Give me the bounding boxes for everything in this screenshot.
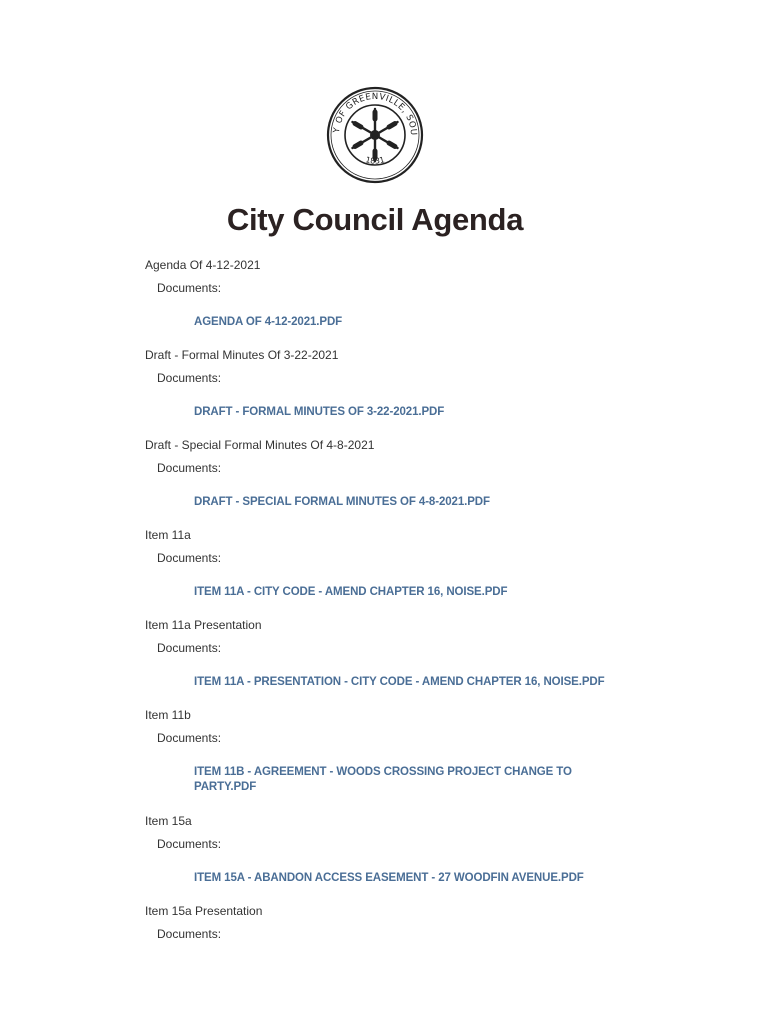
agenda-item xyxy=(145,904,665,994)
documents-label: Documents: xyxy=(157,461,222,475)
agenda-item-title: Item 11b xyxy=(145,708,191,722)
agenda-item xyxy=(145,814,665,904)
svg-text:1831: 1831 xyxy=(364,155,386,166)
agenda-item-title: Draft - Special Formal Minutes Of 4-8-2021 xyxy=(145,438,375,452)
documents-label: Documents: xyxy=(157,551,222,565)
document-link[interactable]: AGENDA OF 4-12-2021.PDF xyxy=(194,316,343,328)
agenda-item-title: Item 11a xyxy=(145,528,191,542)
document-link[interactable]: DRAFT - FORMAL MINUTES OF 3-22-2021.PDF xyxy=(194,406,445,418)
documents-label: Documents: xyxy=(157,281,222,295)
agenda-list xyxy=(145,258,665,994)
agenda-item xyxy=(145,258,665,348)
document-link[interactable]: ITEM 11A - CITY CODE - AMEND CHAPTER 16, NOISE.PDF xyxy=(194,586,508,598)
agenda-item xyxy=(145,438,665,528)
page-title: City Council Agenda xyxy=(226,202,524,237)
agenda-item xyxy=(145,348,665,438)
agenda-item xyxy=(145,528,665,618)
documents-label: Documents: xyxy=(157,837,222,851)
svg-text:CITY OF GREENVILLE, SOUTH: Y OF GREENVILLE, SOU xyxy=(331,91,419,137)
city-seal-logo xyxy=(325,85,425,185)
agenda-item xyxy=(145,708,665,814)
documents-label: Documents: xyxy=(157,927,222,941)
agenda-item-title: Draft - Formal Minutes Of 3-22-2021 xyxy=(145,348,339,362)
agenda-item xyxy=(145,618,665,708)
documents-label: Documents: xyxy=(157,731,222,745)
documents-label: Documents: xyxy=(157,371,222,385)
documents-label: Documents: xyxy=(157,641,222,655)
document-link[interactable]: ITEM 15A - ABANDON ACCESS EASEMENT - 27 WOODFIN AVENUE.PDF xyxy=(194,872,584,884)
agenda-item-title: Item 11a Presentation xyxy=(145,618,262,632)
agenda-item-title: Item 15a Presentation xyxy=(145,904,263,918)
agenda-item-title: Agenda Of 4-12-2021 xyxy=(145,258,261,272)
document-link[interactable]: ITEM 11B - AGREEMENT - WOODS CROSSING PROJECT CHANGE TO PARTY.PDF xyxy=(194,766,572,793)
document-link[interactable]: DRAFT - SPECIAL FORMAL MINUTES OF 4-8-2021.PDF xyxy=(194,496,490,508)
document-link[interactable]: ITEM 11A - PRESENTATION - CITY CODE - AMEND CHAPTER 16, NOISE.PDF xyxy=(194,676,605,688)
agenda-item-title: Item 15a xyxy=(145,814,192,828)
